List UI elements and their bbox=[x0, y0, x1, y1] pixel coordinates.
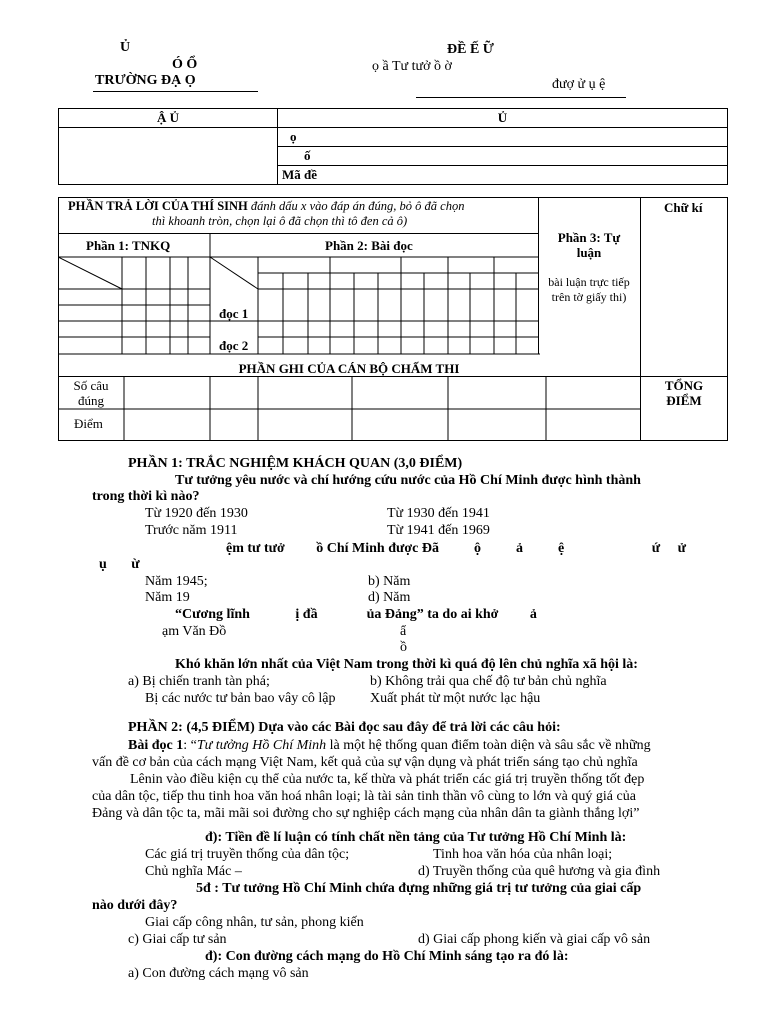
q4-option-a[interactable]: a) Bị chiến tranh tàn phá; bbox=[128, 674, 270, 689]
exam-underline bbox=[416, 97, 626, 98]
exam-subject-line: ọ ầ Tư tưở ồ ờ bbox=[372, 59, 452, 74]
q5-option-b[interactable]: Tinh hoa văn hóa của nhân loại; bbox=[433, 847, 613, 862]
part3-label: Phần 3: Tự luận bbox=[557, 230, 621, 260]
doc1-line5: Đảng và dân tộc ta, mãi mãi soi đường cho sự nghiệp cách mạng của nhân dân ta giành thắng lợi” bbox=[92, 806, 640, 821]
q5-option-a[interactable]: Các giá trị truyền thống của dân tộc; bbox=[145, 847, 350, 862]
header-left-line1: Ủ bbox=[119, 40, 131, 55]
q2-text-2: ụ ừ bbox=[99, 557, 140, 572]
q3-option-c[interactable]: ồ bbox=[400, 640, 407, 655]
total-score-label: TỔNG ĐIỂM bbox=[664, 378, 704, 408]
school-underline bbox=[93, 91, 258, 92]
q1-text-2: trong thời kì nào? bbox=[92, 489, 200, 504]
q6-option-d[interactable]: d) Giai cấp phong kiến và giai cấp vô sản bbox=[418, 932, 651, 947]
doc1-label: đọc 1 bbox=[219, 306, 249, 321]
grader-grid[interactable] bbox=[58, 376, 641, 442]
q7-text: đ): Con đường cách mạng do Hồ Chí Minh sáng tạo ra đó là: bbox=[205, 949, 569, 964]
q2-option-a[interactable]: Năm 1945; bbox=[145, 574, 208, 589]
answer-sheet-title-2: thì khoanh tròn, chọn lại ô đã chọn thì tô đen cả ô) bbox=[152, 214, 408, 228]
doc2-label: đọc 2 bbox=[219, 338, 249, 353]
q6-option-c[interactable]: c) Giai cấp tư sản bbox=[128, 932, 227, 947]
q5-option-c[interactable]: Chủ nghĩa Mác – bbox=[145, 864, 242, 879]
exam-note-line: đượ ử ụ ệ bbox=[552, 77, 606, 92]
doc1-line4: của dân tộc, tiếp thu tinh hoa văn hoá nhân loại; là tài sản tinh thần vô cùng to lớn và quý giá của bbox=[92, 789, 636, 804]
q4-option-d[interactable]: Xuất phát từ một nước lạc hậu bbox=[370, 691, 541, 706]
q2-option-d[interactable]: d) Năm bbox=[368, 590, 411, 605]
answer-sheet-title: PHẦN TRẢ LỜI CỦA THÍ SINH đánh dấu x vào đáp án đúng, bỏ ô đã chọn bbox=[68, 199, 465, 213]
answer-grid[interactable] bbox=[58, 233, 540, 355]
signature-label: Chữ kí bbox=[664, 200, 703, 215]
q2-option-b[interactable]: b) Năm bbox=[368, 574, 411, 589]
correct-count-label: Số câu đúng bbox=[73, 378, 109, 408]
q5-option-d[interactable]: d) Truyền thống của quê hương và gia đình bbox=[418, 864, 661, 879]
q3-option-b[interactable]: ẩ bbox=[400, 624, 407, 639]
header-left-line2: Ó Ổ bbox=[172, 57, 198, 72]
q5-text: đ): Tiền đề lí luận có tính chất nền tảng của Tư tưởng Hồ Chí Minh là: bbox=[205, 830, 627, 845]
candidate-col-header: Ậ Ủ bbox=[59, 109, 278, 128]
candidate-info-table bbox=[58, 108, 728, 185]
q4-option-c[interactable]: Bị các nước tư bản bao vây cô lập bbox=[145, 691, 336, 706]
q2-text: ệm tư tưở ồ Chí Minh được Đã ộ ả ệ ứ ử bbox=[226, 541, 686, 556]
q2-option-c[interactable]: Năm 19 bbox=[145, 590, 190, 605]
exam-col-header: Ủ bbox=[278, 109, 728, 128]
q6-text-2: nào dưới đây? bbox=[92, 898, 178, 913]
part3-note: bài luận trực tiếp trên tờ giấy thi) bbox=[548, 275, 630, 304]
part1-heading: PHẦN 1: TRẮC NGHIỆM KHÁCH QUAN (3,0 ĐIỂM) bbox=[128, 456, 463, 471]
q3-option-a[interactable]: ạm Văn Đồ bbox=[162, 624, 227, 639]
q4-option-b[interactable]: b) Không trải qua chế độ tư bản chủ nghĩa bbox=[370, 674, 607, 689]
part2-label: Phần 2: Bài đọc bbox=[325, 238, 413, 253]
name-field[interactable]: ọ bbox=[278, 128, 728, 147]
q7-option-a[interactable]: a) Con đường cách mạng vô sản bbox=[128, 966, 309, 981]
exam-title: ĐỀ Ế Ữ bbox=[447, 42, 494, 57]
candidate-info-cell[interactable] bbox=[59, 128, 278, 185]
doc1-line3: Lênin vào điều kiện cụ thể của nước ta, kế thừa và phát triển các giá trị truyền thống tốt đẹp bbox=[130, 772, 645, 787]
q1-option-b[interactable]: Từ 1930 đến 1941 bbox=[387, 506, 490, 521]
doc1-line2: vấn đề cơ bản của cách mạng Việt Nam, kết quả của sự vận dụng và phát triển sáng tạo chủ nghĩa bbox=[92, 755, 638, 770]
q6-text: 5đ : Tư tưởng Hồ Chí Minh chứa đựng những giá trị tư tưởng của giai cấp bbox=[196, 881, 642, 896]
school-name: TRƯỜNG ĐẠ Ọ bbox=[95, 73, 196, 88]
q6-option-a[interactable]: Giai cấp công nhân, tư sản, phong kiến bbox=[145, 915, 364, 930]
exam-code-field[interactable]: Mã đề bbox=[278, 166, 728, 185]
score-label: Điểm bbox=[74, 416, 103, 431]
q3-text: “Cương lĩnh ị đầ ủa Đảng” ta do ai khở ả bbox=[175, 607, 537, 622]
part1-label: Phần 1: TNKQ bbox=[86, 238, 171, 253]
q1-text: Tư tưởng yêu nước và chí hướng cứu nước của Hồ Chí Minh được hình thành bbox=[175, 473, 641, 488]
doc1-intro: Bài đọc 1: “Tư tưởng Hồ Chí Minh là một hệ thống quan điểm toàn diện và sâu sắc về những bbox=[128, 738, 651, 753]
part2-heading: PHẦN 2: (4,5 ĐIỂM) Dựa vào các Bài đọc sau đây để trả lời các câu hỏi: bbox=[128, 720, 561, 735]
number-field[interactable]: ố bbox=[278, 147, 728, 166]
grader-heading: PHẦN GHI CỦA CÁN BỘ CHẤM THI bbox=[238, 361, 460, 376]
q4-text: Khó khăn lớn nhất của Việt Nam trong thời kì quá độ lên chủ nghĩa xã hội là: bbox=[175, 657, 638, 672]
q1-option-d[interactable]: Từ 1941 đến 1969 bbox=[387, 523, 490, 538]
q1-option-c[interactable]: Trước năm 1911 bbox=[145, 523, 238, 538]
q1-option-a[interactable]: Từ 1920 đến 1930 bbox=[145, 506, 248, 521]
